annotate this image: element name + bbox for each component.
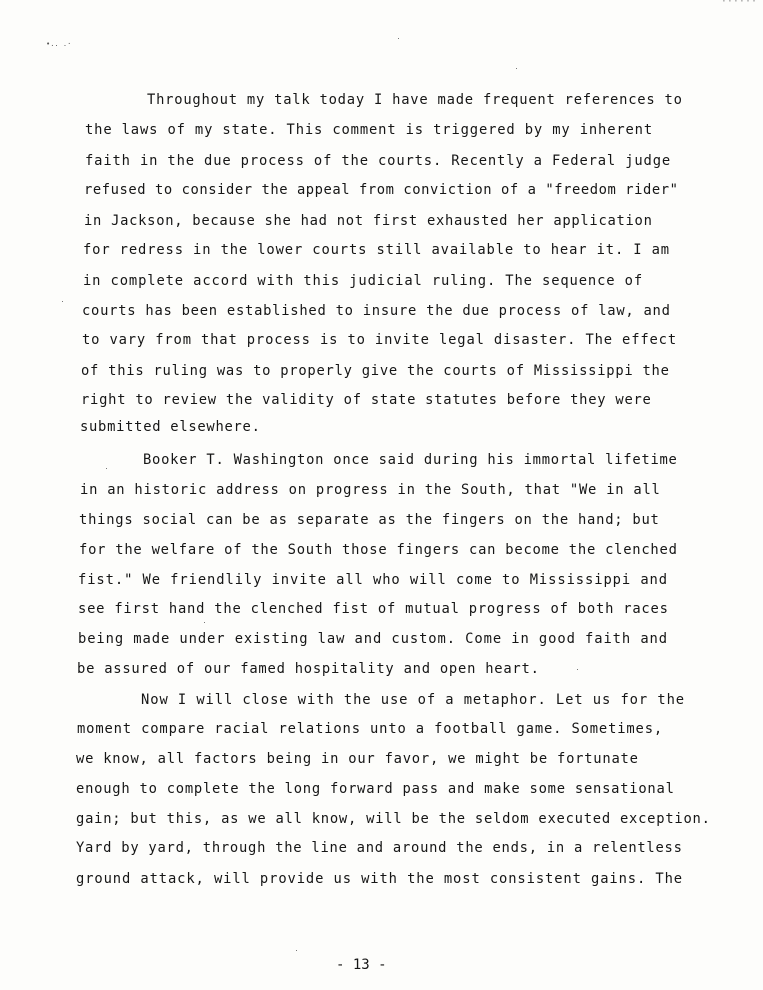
text-line: enough to complete the long forward pass and make some sensational xyxy=(76,781,675,797)
text-line: for the welfare of the South those fingers can become the clenched xyxy=(79,542,678,558)
scan-speck xyxy=(106,468,107,469)
text-line: faith in the due process of the courts. Recently a Federal judge xyxy=(85,153,672,169)
scan-speck xyxy=(577,669,578,670)
text-line: the laws of my state. This comment is triggered by my inherent xyxy=(85,122,654,138)
text-line: gain; but this, as we all know, will be the seldom executed exception. xyxy=(76,811,711,827)
text-line: for redress in the lower courts still available to hear it. I am xyxy=(83,242,670,258)
text-line: be assured of our famed hospitality and open heart. xyxy=(77,661,540,677)
text-line: Yard by yard, through the line and around the ends, in a relentless xyxy=(76,840,683,856)
text-line: to vary from that process is to invite legal disaster. The effect xyxy=(82,332,677,348)
text-line: see first hand the clenched fist of mutual progress of both races xyxy=(78,601,669,617)
text-line: Booker T. Washington once said during his immortal lifetime xyxy=(143,452,678,468)
scan-speck xyxy=(516,68,517,69)
text-line: in an historic address on progress in the South, that "We in all xyxy=(80,482,661,498)
scan-speck xyxy=(296,950,297,951)
scan-speck xyxy=(204,622,205,623)
text-line: in complete accord with this judicial ruling. The sequence of xyxy=(83,273,644,289)
text-line: Now I will close with the use of a metaphor. Let us for the xyxy=(141,692,686,708)
corner-scan-mark: •.. .· xyxy=(46,40,72,48)
scan-edge-mark: ······ xyxy=(720,0,757,7)
text-line: Throughout my talk today I have made frequent references to xyxy=(147,92,683,108)
text-line: ground attack, will provide us with the most consistent gains. The xyxy=(76,871,683,887)
text-line: submitted elsewhere. xyxy=(80,419,261,435)
text-line: of this ruling was to properly give the courts of Mississippi the xyxy=(81,363,670,379)
text-line: things social can be as separate as the fingers on the hand; but xyxy=(79,512,660,528)
scan-speck xyxy=(62,301,63,302)
text-line: we know, all factors being in our favor, we might be fortunate xyxy=(76,751,639,767)
text-line: being made under existing law and custom. Come in good faith and xyxy=(78,631,668,647)
text-line: courts has been established to insure the due process of law, and xyxy=(82,303,671,319)
text-line: in Jackson, because she had not first exhausted her application xyxy=(84,213,653,229)
text-line: moment compare racial relations unto a football game. Sometimes, xyxy=(77,721,664,737)
page-number: - 13 - xyxy=(336,957,387,973)
scan-speck xyxy=(398,38,399,39)
text-line: right to review the validity of state statutes before they were xyxy=(81,392,652,408)
text-line: refused to consider the appeal from conviction of a "freedom rider" xyxy=(84,182,679,198)
text-line: fist." We friendlily invite all who will come to Mississippi and xyxy=(78,572,668,588)
